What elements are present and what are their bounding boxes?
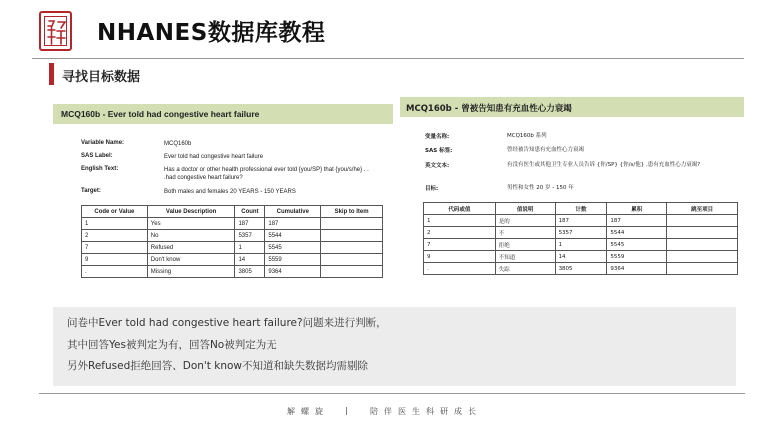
table-cell: 失踪	[495, 263, 555, 275]
field-label: SAS 标签:	[425, 148, 453, 154]
table-cell	[321, 266, 383, 278]
field-value: Both males and females 20 YEARS - 150 YEARS	[164, 189, 296, 195]
table-cell: 1	[82, 218, 148, 230]
page-title: NHANES数据库教程	[97, 20, 326, 46]
footer-separator: |	[345, 406, 348, 415]
table-cell: 1	[235, 242, 265, 254]
column-header: Code or Value	[82, 206, 148, 218]
field-label: 目标:	[425, 186, 439, 192]
table-cell: 1	[555, 239, 607, 251]
table-cell: 9	[424, 251, 496, 263]
field-english-text-cn	[425, 161, 740, 179]
table-cell: 14	[555, 251, 607, 263]
footer-divider	[39, 393, 745, 394]
table-cell: 187	[235, 218, 265, 230]
english-variable-panel	[53, 104, 393, 292]
column-header: 计数	[555, 203, 607, 215]
table-header-row	[424, 203, 738, 215]
table-cell	[321, 254, 383, 266]
explanation-box	[53, 307, 736, 386]
table-cell: .	[424, 263, 496, 275]
table-row	[82, 230, 383, 242]
table-cell: 7	[82, 242, 148, 254]
section-accent-bar	[49, 63, 54, 85]
table-cell: 1	[424, 215, 496, 227]
logo-seal	[39, 11, 72, 51]
table-cell: 5357	[555, 227, 607, 239]
table-cell: 不知道	[495, 251, 555, 263]
field-value: 曾经被告知患有充血性心力衰竭	[507, 147, 585, 153]
table-cell	[321, 218, 383, 230]
field-label: 变量名称:	[425, 134, 450, 140]
table-cell: 7	[424, 239, 496, 251]
table-row	[424, 263, 738, 275]
table-cell: 3805	[555, 263, 607, 275]
field-target	[81, 188, 381, 198]
table-cell	[667, 251, 738, 263]
chinese-variable-panel	[400, 97, 744, 292]
chinese-code-table	[423, 202, 738, 275]
field-target-cn	[425, 184, 740, 194]
table-cell: 拒绝	[495, 239, 555, 251]
table-cell: 5545	[607, 239, 667, 251]
english-panel-title: MCQ160b - Ever told had congestive heart failure	[53, 104, 393, 124]
field-value: 男性和女性 20 岁 - 150 年	[507, 185, 574, 191]
table-cell	[667, 239, 738, 251]
explanation-line: 另外Refused拒绝回答、Don't know不知道和缺失数据均需剔除	[67, 360, 368, 372]
table-cell: 187	[555, 215, 607, 227]
column-header: 跳至项目	[667, 203, 738, 215]
field-label: Variable Name:	[81, 140, 125, 146]
table-row	[424, 251, 738, 263]
logo-seal-border	[44, 16, 67, 46]
field-variable-name	[81, 140, 381, 150]
table-row	[424, 239, 738, 251]
chinese-panel-title: MCQ160b - 曾被告知患有充血性心力衰竭	[400, 97, 744, 117]
table-cell	[667, 227, 738, 239]
table-row	[82, 266, 383, 278]
table-row	[82, 254, 383, 266]
column-header: Value Description	[147, 206, 235, 218]
table-cell: 5545	[265, 242, 321, 254]
table-cell	[321, 230, 383, 242]
field-value: MCQ160b	[164, 141, 192, 147]
explanation-line: 其中回答Yes被判定为有，回答No被判定为无	[67, 339, 277, 351]
table-cell: 不	[495, 227, 555, 239]
field-value: MCQ160b 系列	[507, 133, 547, 139]
header-divider	[32, 58, 744, 59]
table-row	[82, 218, 383, 230]
column-header: Skip to Item	[321, 206, 383, 218]
table-cell: Missing	[147, 266, 235, 278]
column-header: Count	[235, 206, 265, 218]
field-label: Target:	[81, 188, 101, 194]
table-cell: 187	[607, 215, 667, 227]
footer-brand: 解螺旋	[287, 407, 329, 416]
table-cell: 187	[265, 218, 321, 230]
table-cell: .	[82, 266, 148, 278]
table-cell: 5544	[607, 227, 667, 239]
table-cell: 5559	[607, 251, 667, 263]
table-cell: 9364	[265, 266, 321, 278]
table-cell: 是的	[495, 215, 555, 227]
table-row	[424, 215, 738, 227]
field-label: SAS Label:	[81, 153, 113, 159]
field-value: 有没有医生或其他卫生专业人员告诉 {你/SP} {你/s/他} .患有充血性心力衰竭?	[507, 162, 701, 168]
table-cell: 3805	[235, 266, 265, 278]
table-cell: 5357	[235, 230, 265, 242]
field-sas-label	[81, 153, 381, 163]
section-title: 寻找目标数据	[62, 70, 141, 85]
table-row	[82, 242, 383, 254]
table-cell: Yes	[147, 218, 235, 230]
table-cell: No	[147, 230, 235, 242]
table-cell	[321, 242, 383, 254]
field-label: 英文文本:	[425, 163, 450, 169]
table-cell: 5544	[265, 230, 321, 242]
table-cell: 14	[235, 254, 265, 266]
table-cell: 9364	[607, 263, 667, 275]
table-cell: 2	[424, 227, 496, 239]
column-header: 代码或值	[424, 203, 496, 215]
field-sas-label-cn	[425, 146, 740, 156]
column-header: 值说明	[495, 203, 555, 215]
table-cell: Refused	[147, 242, 235, 254]
explanation-line: 问卷中Ever told had congestive heart failure?问题来进行判断，	[67, 317, 387, 329]
table-cell	[667, 215, 738, 227]
logo-glyph-icon	[45, 17, 68, 47]
table-cell: Don't know	[147, 254, 235, 266]
table-cell: 2	[82, 230, 148, 242]
field-variable-name-cn	[425, 132, 740, 142]
table-cell: 5559	[265, 254, 321, 266]
english-code-table	[81, 205, 383, 278]
footer-slogan: 陪伴医生科研成长	[370, 407, 482, 416]
table-cell: 9	[82, 254, 148, 266]
table-header-row	[82, 206, 383, 218]
field-english-text	[81, 166, 381, 184]
column-header: 累积	[607, 203, 667, 215]
table-row	[424, 227, 738, 239]
field-label: English Text:	[81, 166, 119, 172]
table-cell	[667, 263, 738, 275]
field-value: Has a doctor or other health professional ever told {you/SP} that {you/s/he} . . .had congestive heart failure?	[164, 167, 369, 181]
field-value: Ever told had congestive heart failure	[164, 154, 264, 160]
column-header: Cumulative	[265, 206, 321, 218]
